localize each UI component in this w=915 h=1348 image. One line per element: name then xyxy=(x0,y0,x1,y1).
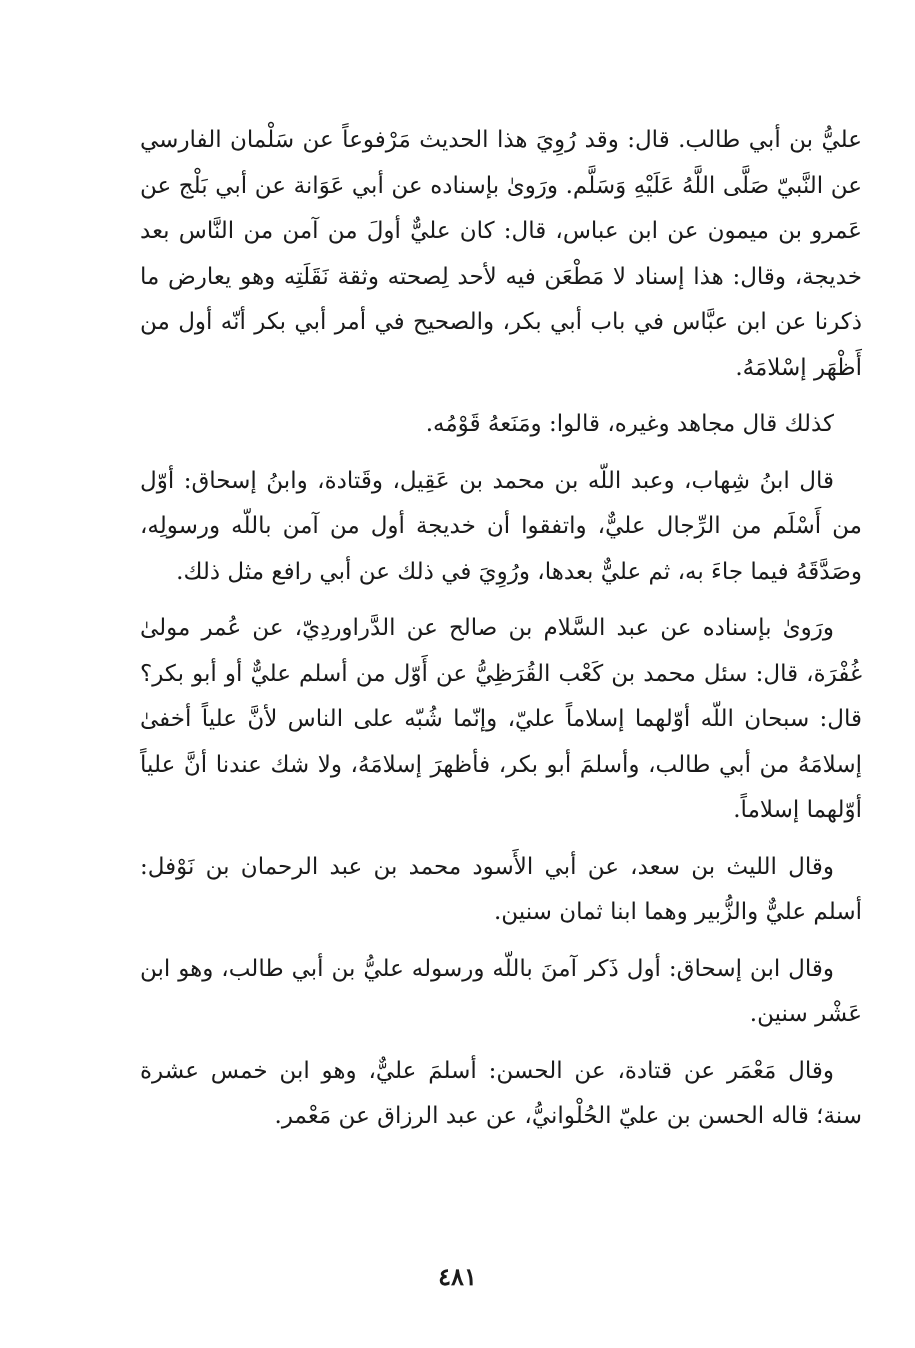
paragraph-6: وقال ابن إسحاق: أول ذَكر آمنَ باللّه ورسوله عليُّ بن أبي طالب، وهو ابن عَشْر سنين. xyxy=(140,955,862,1027)
body-text xyxy=(140,118,862,1151)
paragraph-5: وقال الليث بن سعد، عن أبي الأَسود محمد بن عبد الرحمان بن نَوْفل: أسلم عليٌّ والزُّبير وهما ابنا ثمان سنين. xyxy=(140,853,862,925)
paragraph-1: عليُّ بن أبي طالب. قال: وقد رُوِيَ هذا الحديث مَرْفوعاً عن سَلْمان الفارسي عن النَّبيّ صَلَّى اللَّهُ عَلَيْهِ وَسَلَّم. ورَوىٰ بإسناده عن أبي عَوَانة عن أبي بَلْج عن عَمرو بن ميمون عن ابن عباس، قال: كان عليٌّ أولَ من آمن من النَّاس بعد خديجة، وقال: هذا إسناد لا مَطْعَن فيه لأحد لِصحته وثقة نَقَلَتِه وهو يعارض ما ذكرنا عن ابن عبَّاس في باب أبي بكر، والصحيح في أمر أبي بكر أنّه أول من أَظْهَر إسْلامَهُ. xyxy=(140,127,862,381)
paragraph-4: ورَوىٰ بإسناده عن عبد السَّلام بن صالح عن الدَّراوردِيّ، عن عُمر مولىٰ غُفْرَة، قال: سئل محمد بن كَعْب القُرَظِيُّ عن أَوّل من أسلم عليٌّ أو أبو بكر؟ قال: سبحان اللّه أوّلهما إسلاماً عليّ، وإنّما شُبّه على الناس لأنَّ علياً أخفىٰ إسلامَهُ من أبي طالب، وأسلمَ أبو بكر، فأظهرَ إسلامَهُ، ولا شك عندنا أنَّ علياً أوّلهما إسلاماً. xyxy=(140,615,862,823)
paragraph-3: قال ابنُ شِهاب، وعبد اللّه بن محمد بن عَقِيل، وقَتادة، وابنُ إسحاق: أوّل من أَسْلَم من الرِّجال عليٌّ، واتفقوا أن خديجة أول من آمن باللّه ورسولِه، وصَدَّقَهُ فيما جاءَ به، ثم عليٌّ بعدها، ورُوِيَ في ذلك عن أبي رافع مثل ذلك. xyxy=(140,467,862,585)
paragraph-7: وقال مَعْمَر عن قتادة، عن الحسن: أسلمَ عليٌّ، وهو ابن خمس عشرة سنة؛ قاله الحسن بن عليّ الحُلْوانيُّ، عن عبد الرزاق عن مَعْمر. xyxy=(140,1057,862,1129)
page-number: ٤٨١ xyxy=(438,1262,477,1291)
paragraph-2: كذلك قال مجاهد وغيره، قالوا: ومَنَعهُ قَوْمُه. xyxy=(425,411,834,437)
